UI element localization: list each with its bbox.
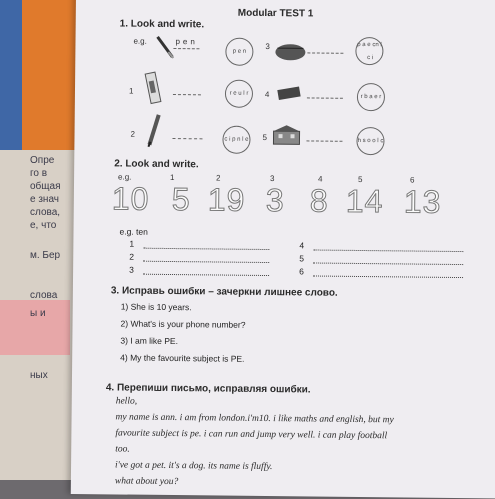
letter-line: i've got a pet. it's a dog. its name is fluffy. [115,460,272,472]
letter-line: what about you? [115,476,178,487]
task3-item: 3) I am like PE. [120,335,178,346]
answer-line [307,97,343,98]
task3-item: 2) What's is your phone number? [120,318,245,329]
book-text-line: ы и [30,308,46,319]
book-text-line: ных [30,370,48,381]
book-text-line: е, что [30,220,56,231]
answer-number: 4 [299,240,304,250]
big-number: 13 [404,183,442,220]
school-illustration [270,124,302,146]
item-number: 2 [130,130,135,139]
col-label: 5 [358,175,363,184]
example-answer: e.g. ten [119,226,147,236]
answer-number: 6 [299,266,304,276]
answer-line [307,52,343,53]
col-label: 3 [270,174,275,183]
task1-heading: 1. Look and write. [120,18,205,30]
task3-item: 1) She is 10 years. [121,301,192,312]
item-number: 5 [262,133,267,142]
letters-circle: p e n [225,38,253,66]
worksheet-page [71,0,495,498]
letters-circle: c i p n l e [222,126,250,154]
task4-heading: 4. Перепиши письмо, исправляя ошибки. [106,382,311,395]
pencil-illustration [144,113,164,149]
book-text-line: е знач [30,194,59,205]
letters-circle: p a e c n l c i [355,37,383,65]
answer-number: 2 [129,252,134,262]
book-text-line: слова, [30,207,60,218]
answer-dotted-line [143,248,269,250]
task2-heading: 2. Look and write. [114,158,199,170]
answer-line [306,140,342,141]
col-label: 1 [170,173,175,182]
answer-line [173,94,201,95]
task1-example-label: e.g. [133,37,146,46]
big-number: 10 [112,180,150,217]
task3-item: 4) My the favourite subject is PE. [120,352,244,363]
col-label: 2 [216,173,221,182]
pen-illustration [155,35,175,59]
answer-number: 1 [129,239,134,249]
item-number: 1 [129,87,134,96]
big-number: 5 [172,181,191,218]
book-text-line: м. Бер [30,250,60,261]
answer-number: 3 [129,265,134,275]
letter-line: my name is ann. i am from london.i'm10. i like maths and english, but my [116,412,394,425]
book-text-line: Опре [30,155,54,166]
task3-heading: 3. Исправь ошибки – зачеркни лишнее слово. [111,285,338,298]
answer-line [172,138,202,139]
answer-dotted-line [313,249,463,252]
big-number: 14 [346,183,384,220]
letters-circle: r e u l r [225,80,253,108]
letter-line: hello, [116,396,137,406]
answer-dotted-line [313,275,463,278]
item-number: 4 [265,90,270,99]
letter-line: too. [115,444,130,454]
answer-dotted-line [313,262,463,265]
col-label: e.g. [118,172,131,181]
answer-dotted-line [143,274,269,276]
task1-example-word: pen [175,37,197,46]
big-number: 19 [208,181,246,218]
letters-circle: h s o o l c [356,127,384,155]
pencil-case-illustration [273,40,307,62]
rubber-illustration [275,84,303,102]
answer-number: 5 [299,253,304,263]
book-spine-blue [0,0,22,150]
book-text-line: го в [30,168,47,179]
book-text-line: общая [30,181,61,192]
big-number: 3 [266,182,285,219]
answer-line [173,48,199,49]
letter-line: favourite subject is pe. i can run and jump very well. i can play football [115,428,387,441]
col-label: 6 [410,176,415,185]
item-number: 3 [265,42,270,51]
col-label: 4 [318,175,323,184]
ruler-illustration [141,71,165,105]
answer-dotted-line [143,261,269,263]
page-title: Modular TEST 1 [238,8,314,20]
letters-circle: r b a e r [357,83,385,111]
book-text-line: слова [30,290,57,301]
big-number: 8 [310,182,329,219]
